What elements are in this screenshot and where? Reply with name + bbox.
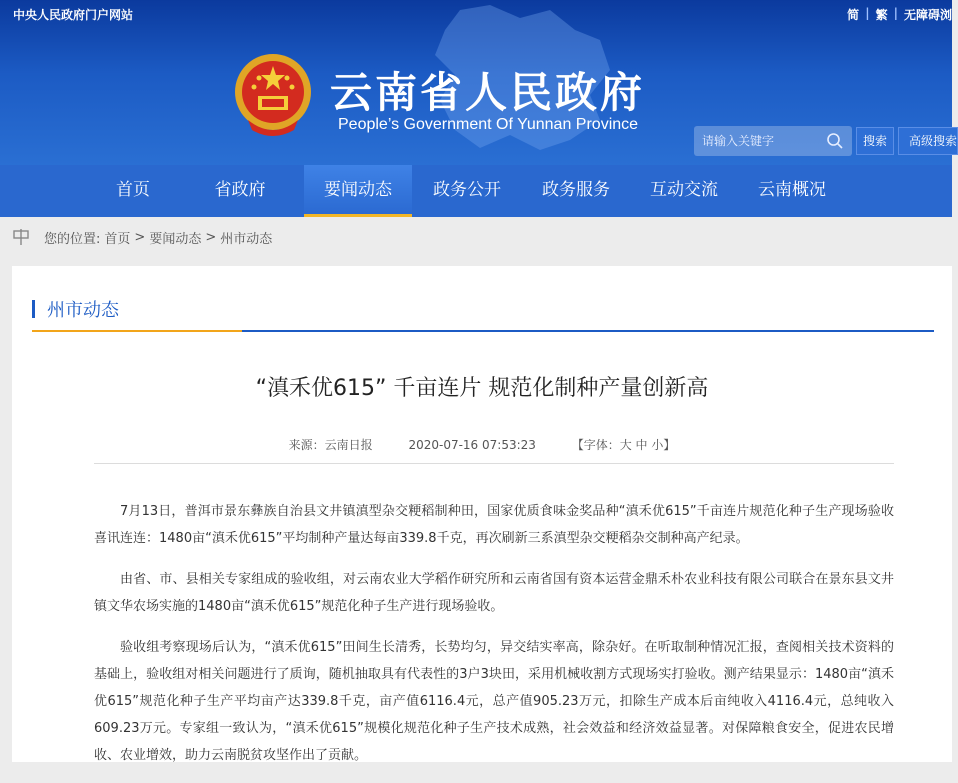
breadcrumb-prefix: 您的位置: bbox=[44, 231, 101, 247]
nav-item-yunnan-overview[interactable]: 云南概况 bbox=[758, 180, 826, 200]
section-header bbox=[32, 296, 119, 322]
central-government-portal-link[interactable]: 中央人民政府门户网站 bbox=[13, 8, 134, 22]
article-meta bbox=[12, 436, 952, 453]
search-box bbox=[694, 126, 852, 156]
search-button[interactable]: 搜索 bbox=[856, 127, 894, 155]
article-paragraph: 由省、市、县相关专家组成的验收组，对云南农业大学稻作研究所和云南省国有资本运营金鼎禾朴农业科技有限公司联合在景东县文井镇文华农场实施的1480亩“滇禾优615”规范化种子生产进行现场验收。 bbox=[94, 572, 894, 614]
nav-item-government-affairs[interactable]: 政务公开 bbox=[433, 180, 501, 200]
search-input[interactable] bbox=[702, 134, 822, 148]
section-title[interactable]: 州市动态 bbox=[47, 300, 119, 321]
article-title: “滇禾优615” 千亩连片 规范化制种产量创新高 bbox=[255, 376, 709, 401]
accessibility-link[interactable]: 无障碍浏 bbox=[903, 8, 952, 22]
article-paragraph: 验收组考察现场后认为，“滇禾优615”田间生长清秀，长势均匀，异交结实率高，除杂好。在听取制种情况汇报，查阅相关技术资料的基础上，验收组对相关问题进行了质询，随机抽取具有代表性的3户3块田，采用机械收割方式现场实打验收。测产结果显示：1480亩“滇禾优615”规范化种子生产平均亩产达339.8千克，亩产值6116.4元，总产值905.23万元，扣除生产成本后亩纯收入4116.4元，总纯收入609.23万元。专家组一致认为，“滇禾优615”规模化规范化种子生产技术成熟，社会效益和经济效益显著。对保障粮食安全，促进农民增收、农业增效，助力云南脱贫攻坚作出了贡献。 bbox=[94, 640, 894, 763]
breadcrumb-news[interactable]: 要闻动态 bbox=[149, 231, 202, 247]
national-emblem-icon[interactable] bbox=[230, 50, 316, 140]
breadcrumb-prefecture-news[interactable]: 州市动态 bbox=[220, 231, 273, 247]
nav-item-news[interactable]: 要闻动态 bbox=[304, 165, 412, 217]
font-size-control[interactable]: 【字体：大 中 小】 bbox=[571, 438, 676, 452]
search-icon[interactable] bbox=[826, 132, 844, 150]
top-utility-links bbox=[847, 6, 952, 23]
location-pin-icon bbox=[12, 228, 30, 246]
traditional-chinese-link[interactable]: 繁 bbox=[875, 8, 888, 22]
nav-item-interaction[interactable]: 互动交流 bbox=[650, 180, 718, 200]
nav-item-government-services[interactable]: 政务服务 bbox=[542, 180, 610, 200]
article-datetime: 2020-07-16 07:53:23 bbox=[408, 438, 536, 452]
section-divider-accent bbox=[32, 330, 242, 332]
breadcrumb-separator: > bbox=[205, 229, 217, 245]
breadcrumb-home[interactable]: 首页 bbox=[104, 231, 131, 247]
section-marker bbox=[32, 300, 35, 318]
nav-item-home[interactable]: 首页 bbox=[116, 180, 150, 200]
meta-divider bbox=[94, 463, 894, 464]
article-source: 来源：云南日报 bbox=[288, 438, 373, 452]
nav-item-provincial-government[interactable]: 省政府 bbox=[214, 180, 266, 200]
advanced-search-button[interactable]: 高级搜索 bbox=[898, 127, 958, 155]
site-subtitle: People’s Government Of Yunnan Province bbox=[338, 116, 639, 133]
main-nav bbox=[0, 165, 952, 217]
separator: | bbox=[893, 6, 898, 20]
site-header bbox=[0, 0, 958, 165]
breadcrumb bbox=[0, 217, 952, 257]
simplified-chinese-link[interactable]: 简 bbox=[847, 8, 860, 22]
separator: | bbox=[865, 6, 870, 20]
article-body bbox=[94, 498, 894, 783]
breadcrumb-separator: > bbox=[134, 229, 146, 245]
section-divider bbox=[32, 330, 934, 332]
article-card bbox=[12, 266, 952, 762]
site-title[interactable]: 云南省人民政府 bbox=[330, 68, 646, 117]
article-paragraph: 7月13日，普洱市景东彝族自治县文井镇滇型杂交粳稻制种田，国家优质食味金奖品种“滇禾优615”千亩连片规范化种子生产现场验收喜讯连连：1480亩“滇禾优615”平均制种产量达每亩339.8千克，再次刷新三系滇型杂交粳稻杂交制种高产纪录。 bbox=[94, 504, 894, 546]
